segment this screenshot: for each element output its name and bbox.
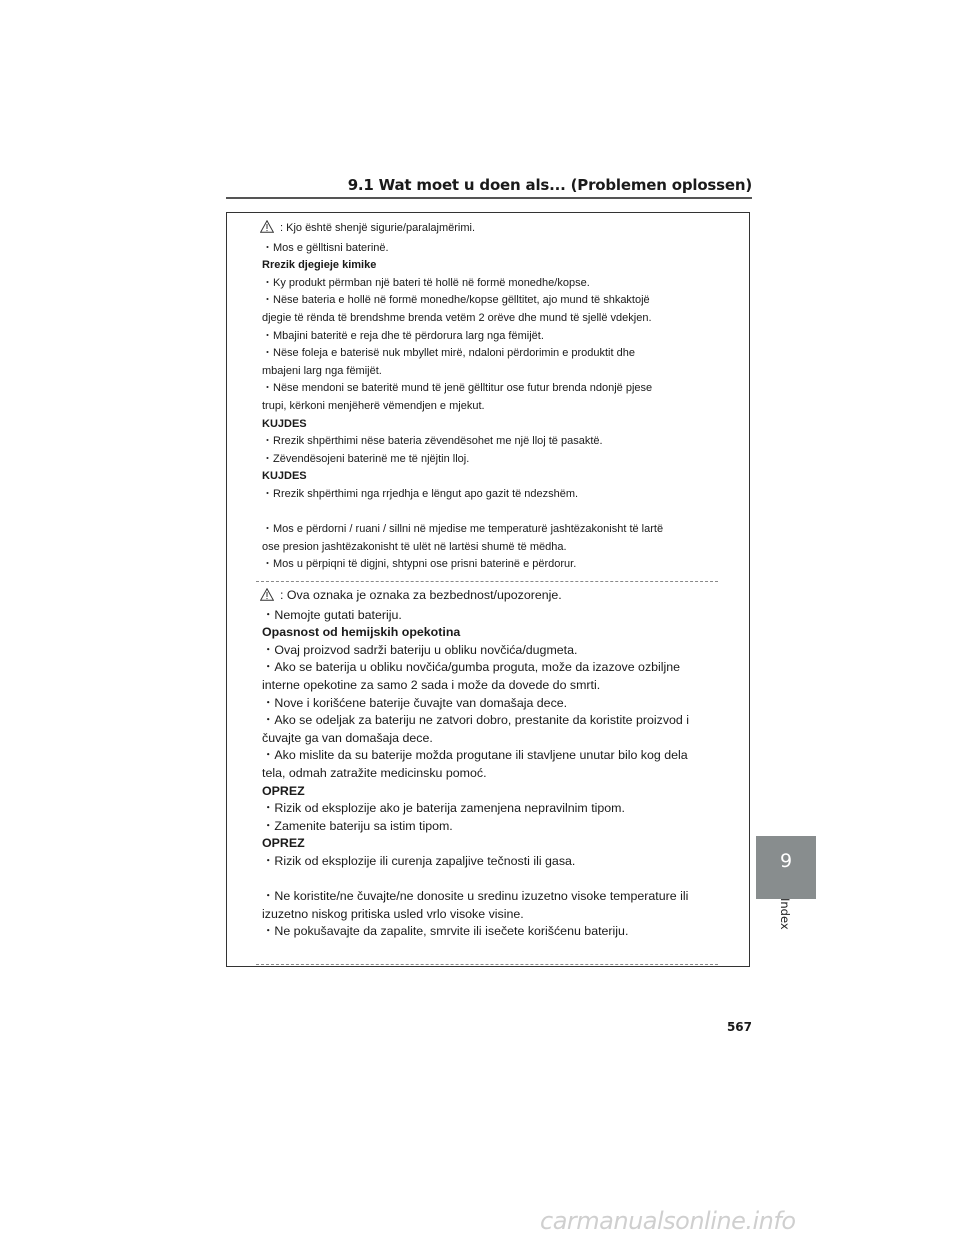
notice-line-text: : Kjo është shenjë sigurie/paralajmërimi. bbox=[280, 222, 476, 234]
notice-line bbox=[262, 220, 712, 240]
chapter-tab-number: 9 bbox=[779, 850, 793, 872]
notice-heading: OPREZ bbox=[262, 836, 305, 851]
notice-heading: KUJDES bbox=[262, 417, 307, 430]
notice-heading: OPREZ bbox=[262, 783, 305, 798]
notice-line: djegie të rënda të brendshme brenda vetëm 2 orëve dhe mund të sjellë vdekjen. bbox=[262, 311, 652, 324]
notice-spacer bbox=[262, 871, 712, 889]
notice-heading: KUJDES bbox=[262, 470, 307, 483]
notice-heading: Opasnost od hemijskih opekotina bbox=[262, 625, 461, 640]
notice-line: trupi, kërkoni menjëherë vëmendjen e mjekut. bbox=[262, 399, 485, 412]
notice-line: ・Ne koristite/ne čuvajte/ne donosite u sredinu izuzetno visoke temperature ili bbox=[262, 889, 689, 904]
notice-line-text: : Ova oznaka je oznaka za bezbednost/upozorenje. bbox=[280, 588, 562, 602]
notice-line: ・Ako mislite da su baterije možda progutane ili stavljene unutar bilo kog dela bbox=[262, 748, 688, 763]
notice-line: ・Ako se odeljak za bateriju ne zatvori dobro, prestanite da koristite proizvod i bbox=[262, 713, 690, 728]
notice-line: ・Nëse foleja e baterisë nuk mbyllet mirë, ndaloni përdorimin e produktit dhe bbox=[262, 347, 635, 360]
notice-line: interne opekotine za samo 2 sada i može da dovede do smrti. bbox=[262, 677, 601, 692]
chapter-tab-label bbox=[776, 898, 796, 938]
chapter-tab-label-text: Index bbox=[778, 898, 792, 930]
section-title: 9.1 Wat moet u doen als... (Problemen oplossen) bbox=[347, 176, 752, 194]
notice-line: ・Ne pokušavajte da zapalite, smrvite ili isečete korišćenu bateriju. bbox=[262, 924, 629, 939]
notice-line: izuzetno niskog pritiska usled vrlo visoke visine. bbox=[262, 906, 524, 921]
notice-line: ose presion jashtëzakonisht të ulët në lartësi shumë të mëdha. bbox=[262, 540, 567, 553]
notice-heading: Rrezik djegieje kimike bbox=[262, 259, 377, 272]
notice-line: ・Ovaj proizvod sadrži bateriju u obliku novčića/dugmeta. bbox=[262, 642, 578, 657]
header-rule bbox=[226, 197, 752, 199]
notice-line: ・Nëse mendoni se bateritë mund të jenë gëlltitur ose futur brenda ndonjë pjese bbox=[262, 382, 653, 395]
notice-line: ・Mbajini bateritë e reja dhe të përdorura larg nga fëmijët. bbox=[262, 329, 544, 342]
notice-line: ・Rizik od eksplozije ili curenja zapaljive tečnosti ili gasa. bbox=[262, 853, 576, 868]
notice-line: ・Mos u përpiqni të digjni, shtypni ose prisni baterinë e përdorur. bbox=[262, 558, 577, 571]
notice-line: ・Rizik od eksplozije ako je baterija zamenjena nepravilnim tipom. bbox=[262, 801, 625, 816]
warning-triangle-icon bbox=[260, 588, 274, 607]
notice-line: tela, odmah zatražite medicinsku pomoć. bbox=[262, 765, 487, 780]
notice-line: ・Mos e gëlltisni baterinë. bbox=[262, 241, 389, 254]
notice-albanian bbox=[262, 220, 712, 574]
page-number: 567 bbox=[726, 1020, 752, 1034]
notice-line: čuvajte ga van domašaja dece. bbox=[262, 730, 433, 745]
notice-spacer bbox=[262, 504, 712, 522]
notice-line: ・Rrezik shpërthimi nëse bateria zëvendësohet me një lloj të pasaktë. bbox=[262, 435, 603, 448]
notice-line: ・Zamenite bateriju sa istim tipom. bbox=[262, 818, 453, 833]
notice-line: ・Rrezik shpërthimi nga rrjedhja e lëngut apo gazit të ndezshëm. bbox=[262, 487, 579, 500]
notice-line: ・Ako se baterija u obliku novčića/gumba proguta, može da izazove ozbiljne bbox=[262, 660, 681, 675]
notice-line: ・Mos e përdorni / ruani / sillni në mjedise me temperaturë jashtëzakonisht të lartë bbox=[262, 523, 664, 536]
warning-triangle-icon bbox=[260, 220, 274, 240]
notice-serbian bbox=[262, 587, 712, 941]
notice-line: ・Zëvendësojeni baterinë me të njëjtin lloj. bbox=[262, 452, 470, 465]
notice-line bbox=[262, 587, 712, 607]
watermark: carmanualsonline.info bbox=[540, 1207, 796, 1235]
notice-line: ・Nove i korišćene baterije čuvajte van domašaja dece. bbox=[262, 695, 568, 710]
notice-line: ・Ky produkt përmban një bateri të hollë në formë monedhe/kopse. bbox=[262, 276, 590, 289]
notice-line: mbajeni larg nga fëmijët. bbox=[262, 364, 382, 377]
notice-line: ・Nëse bateria e hollë në formë monedhe/kopse gëlltitet, ajo mund të shkaktojë bbox=[262, 294, 650, 307]
notice-line: ・Nemojte gutati bateriju. bbox=[262, 607, 402, 622]
